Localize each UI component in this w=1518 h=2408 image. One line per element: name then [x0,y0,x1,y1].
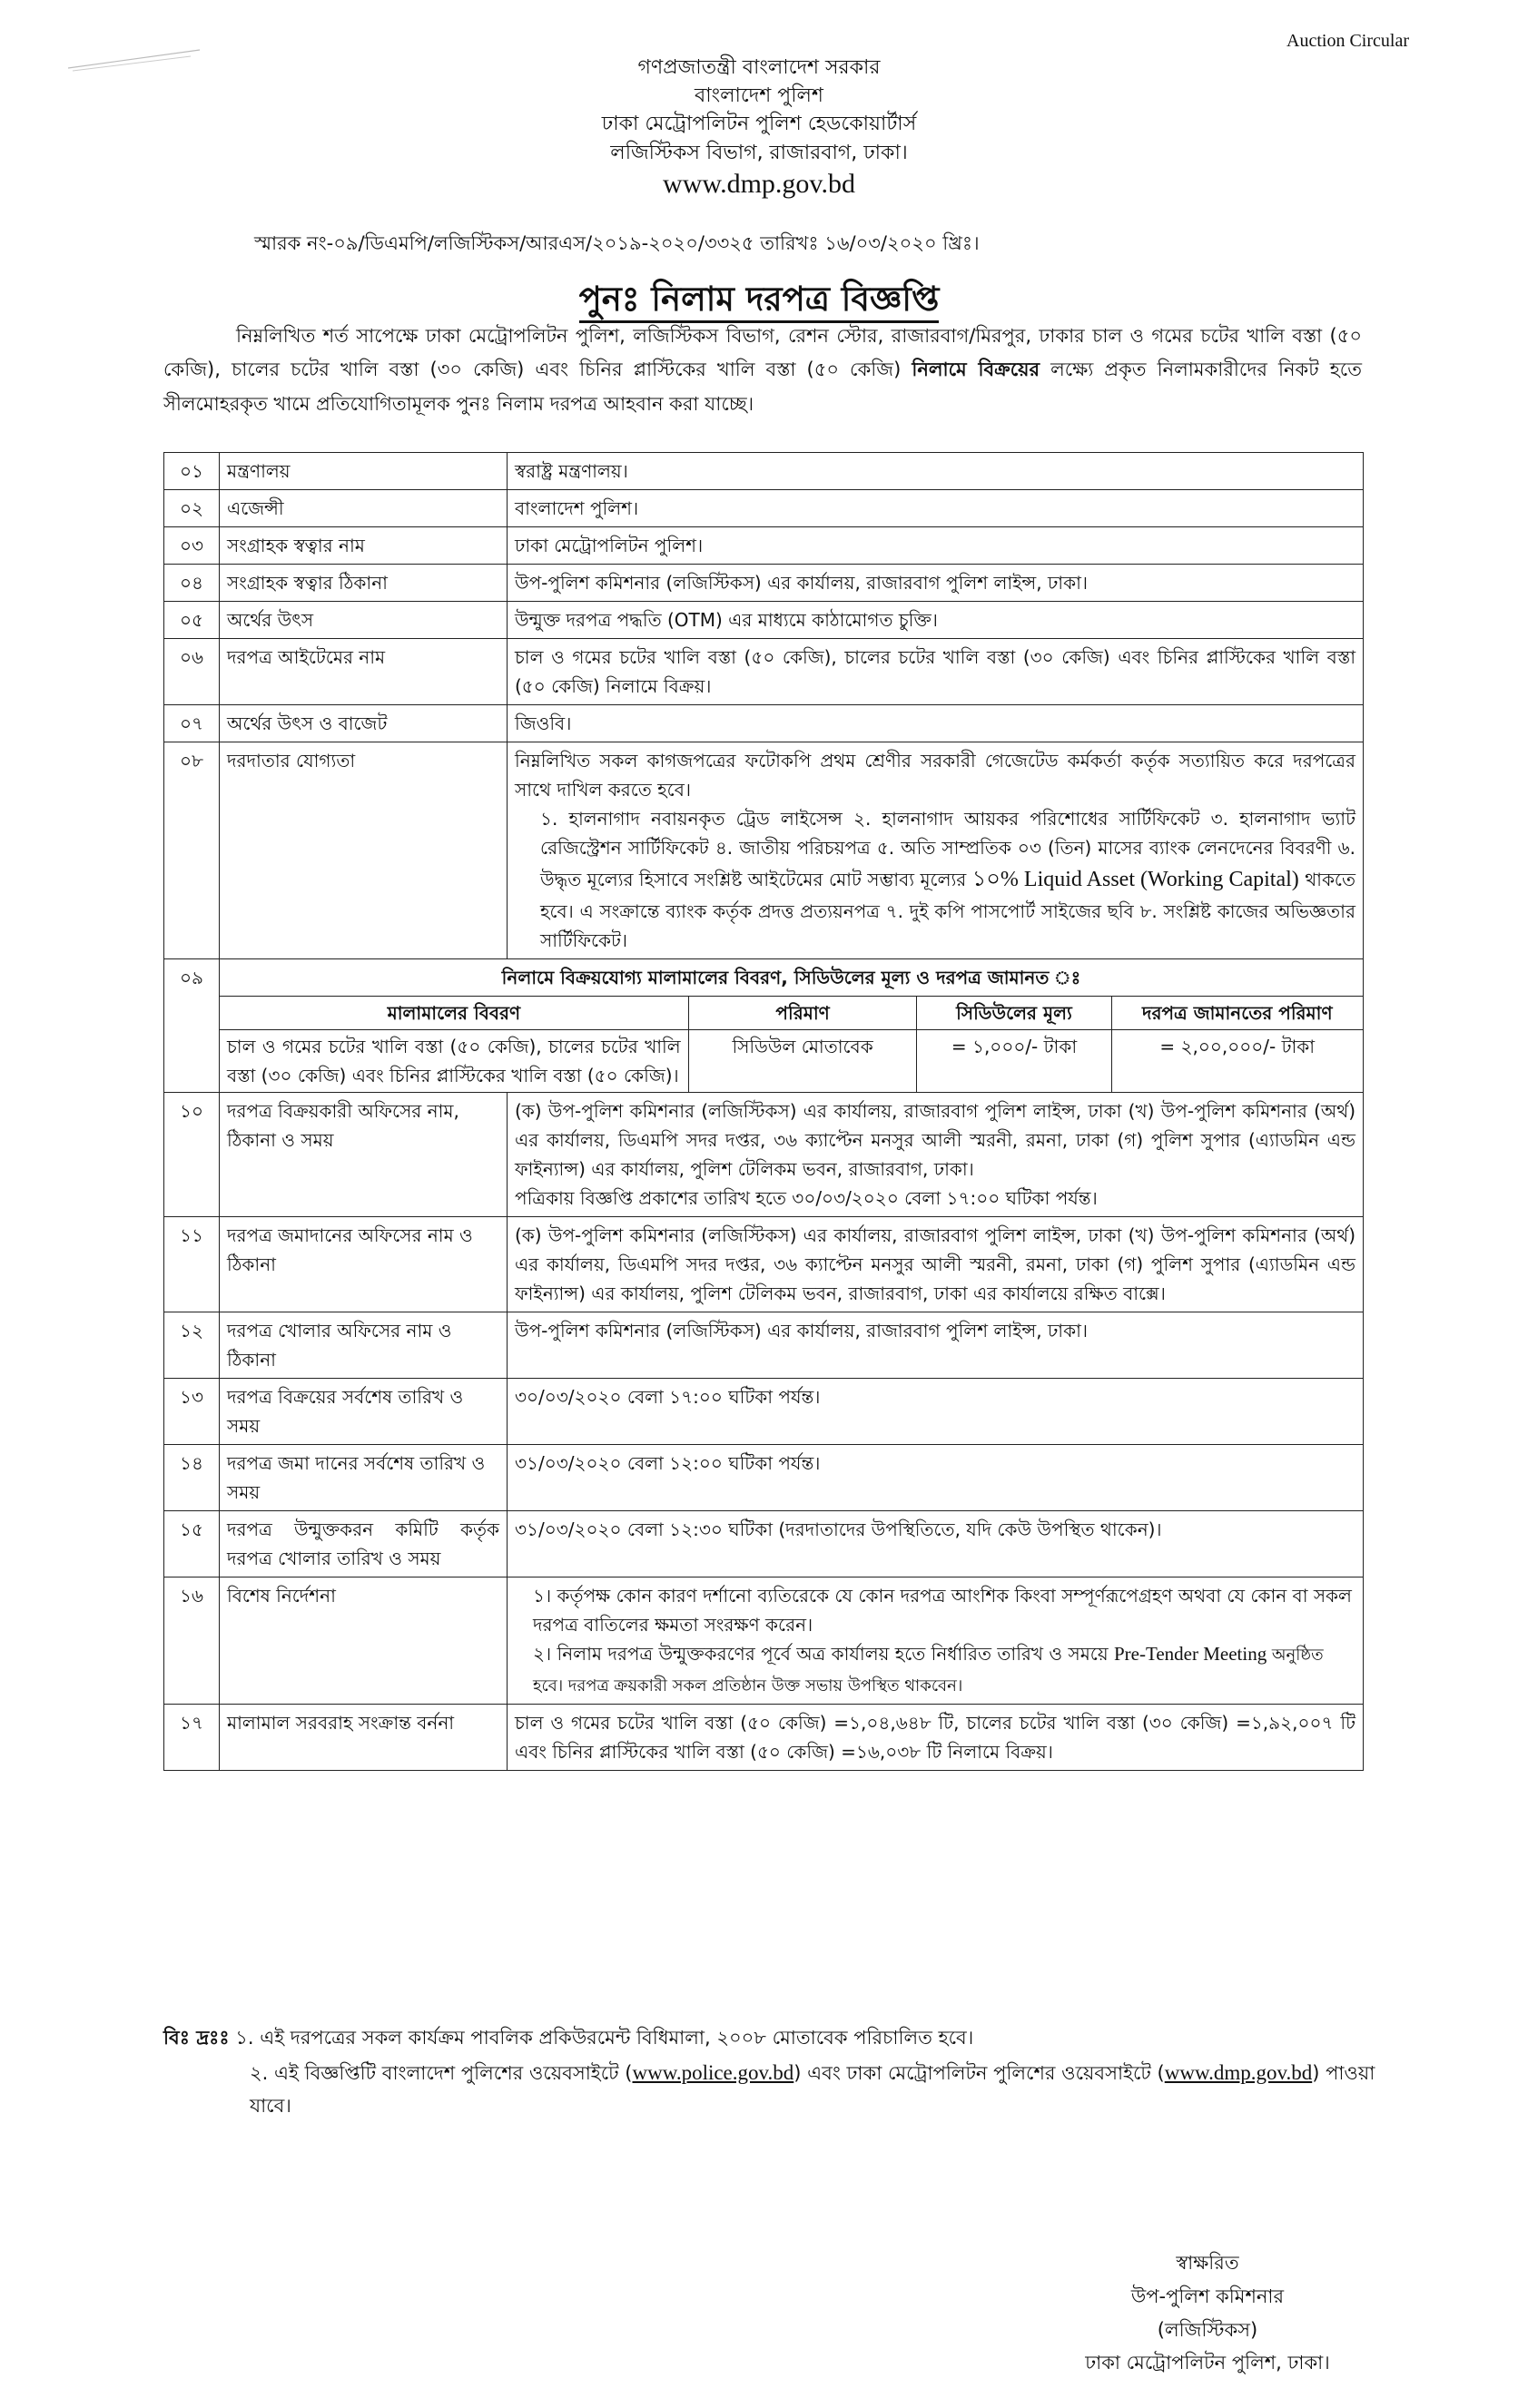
note-1: বিঃ দ্রঃ ১. এই দরপত্রের সকল কার্যক্রম পাবলিক প্রকিউরমেন্ট বিধিমালা, ২০০৮ মোতাবেক পরিচালিত হবে। [163,2027,974,2049]
signature-department: (লজিস্টিকস) [1157,2318,1258,2341]
notice-title: পুনঃ নিলাম দরপত্র বিজ্ঞপ্তি [0,272,1518,329]
table-row: ০২ এজেন্সী বাংলাদেশ পুলিশ। [164,490,1364,527]
table-row: ০৩ সংগ্রাহক স্বত্বার নাম ঢাকা মেট্রোপলিটন পুলিশ। [164,527,1364,565]
table-row-eligibility: ০৮ দরদাতার যোগ্যতা নিম্নলিখিত সকল কাগজপত্রের ফটোকপি প্রথম শ্রেণীর সরকারী গেজেটেড কর্মকর্তা কর্তৃক সত্যায়িত করে দরপত্রের সাথে দাখিল করতে হবে। ১. হালনাগাদ নবায়নকৃত ট্রেড লাইসেন্স ২. হালনাগাদ আয়কর পরিশোধের সার্টিফিকেট ৩. হালনাগাদ ভ্যাট রেজিস্ট্রেশন সার্টিফিকেট ৪. জাতীয় পরিচয়পত্র ৫. অতি সাম্প্রতিক ০৩ (তিন) মাসের ব্যাংক লেনদেনের বিবরণী ৬. উদ্ধৃত মূল্যের হিসাবে সংশ্লিষ্ট আইটেমের মোট সম্ভাব্য মূল্যের ১০% Liquid Asset (Working Capital) থাকতে হবে। এ সংক্রান্তে ব্যাংক কর্তৃক প্রদত্ত প্রত্যয়নপত্র ৭. দুই কপি পাসপোর্ট সাইজের ছবি ৮. সংশ্লিষ্ট কাজের অভিজ্ঞতার সার্টিফিকেট। [164,742,1364,959]
note-2: ২. এই বিজ্ঞপ্তিটি বাংলাদেশ পুলিশের ওয়েবসাইটে (www.police.gov.bd) এবং ঢাকা মেট্রোপলিটন পুলিশের ওয়েবসাইটে (www.dmp.gov.bd) পাওয়া যাবে। [250,2060,1375,2117]
memo-number: স্মারক নং-০৯/ডিএমপি/লজিস্টিকস/আরএস/২০১৯-২০২০/৩৩২৫ তারিখঃ ১৬/০৩/২০২০ খ্রিঃ। [254,232,980,254]
header-logistics: লজিস্টিকস বিভাগ, রাজারবাগ, ঢাকা। [610,142,908,164]
table-row-special-instructions: ১৬ বিশেষ নির্দেশনা ১। কর্তৃপক্ষ কোন কারণ দর্শানো ব্যতিরেকে যে কোন দরপত্র আংশিক কিংবা সম্পূর্ণরূপেগ্রহণ অথবা যে কোন বা সকল দরপত্র বাতিলের ক্ষমতা সংরক্ষণ করেন। ২। নিলাম দরপত্র উন্মুক্তকরণের পূর্বে অত্র কার্যালয় হতে নির্ধারিত তারিখ ও সময়ে Pre-Tender Meeting অনুষ্ঠিত হবে। দরপত্র ক্রয়কারী সকল প্রতিষ্ঠান উক্ত সভায় উপস্থিত থাকবেন। [164,1577,1364,1704]
table-row: ১৫ দরপত্র উন্মুক্তকরন কমিটি কর্তৃক দরপত্র খোলার তারিখ ও সময় ৩১/০৩/২০২০ বেলা ১২:৩০ ঘটিকা (দরদাতাদের উপস্থিতিতে, যদি কেউ উপস্থিত থাকেন)। [164,1511,1364,1577]
instruction-2: ২। নিলাম দরপত্র উন্মুক্তকরণের পূর্বে অত্র কার্যালয় হতে নির্ধারিত তারিখ ও সময়ে Pre-Tender Meeting অনুষ্ঠিত হবে। দরপত্র ক্রয়কারী সকল প্রতিষ্ঠান উক্ত সভায় উপস্থিত থাকবেন। [533,1643,1324,1695]
schedule-heading: নিলামে বিক্রয়যোগ্য মালামালের বিবরণ, সিডিউলের মূল্য ও দরপত্র জামানত ঃ [220,959,1363,997]
sale-period: পত্রিকায় বিজ্ঞপ্তি প্রকাশের তারিখ হতে ৩০/০৩/২০২০ বেলা ১৭:০০ ঘটিকা পর্যন্ত। [515,1187,1098,1210]
table-row-submission-office: ১১ দরপত্র জমাদানের অফিসের নাম ও ঠিকানা (ক) উপ-পুলিশ কমিশনার (লজিস্টিকস) এর কার্যালয়, রাজারবাগ পুলিশ লাইন্স, ঢাকা (খ) উপ-পুলিশ কমিশনার (অর্থ) এর কার্যালয়, ডিএমপি সদর দপ্তর, ৩৬ ক্যাপ্টেন মনসুর আলী স্মরনী, রমনা, ঢাকা (গ) পুলিশ সুপার (এ্যাডমিন এন্ড ফাইন্যান্স) এর কার্যালয়, পুলিশ টেলিকম ভবন, রাজারবাগ, ঢাকা এর কার্যালয়ে রক্ষিত বাক্সে। [164,1217,1364,1312]
signature-designation: উপ-পুলিশ কমিশনার [1130,2285,1285,2307]
table-row: ১২ দরপত্র খোলার অফিসের নাম ও ঠিকানা উপ-পুলিশ কমিশনার (লজিস্টিকস) এর কার্যালয়, রাজারবাগ পুলিশ লাইন্স, ঢাকা। [164,1312,1364,1379]
corner-label: Auction Circular [1286,31,1409,51]
header-government: গণপ্রজাতন্ত্রী বাংলাদেশ সরকার [637,56,881,79]
signature-signed: স্বাক্ষরিত [1176,2252,1239,2274]
header-dmp-hq: ঢাকা মেট্রোপলিটন পুলিশ হেডকোয়ার্টার্স [601,113,917,135]
header-police: বাংলাদেশ পুলিশ [695,84,823,107]
table-row: ১৪ দরপত্র জমা দানের সর্বশেষ তারিখ ও সময় ৩১/০৩/২০২০ বেলা ১২:০০ ঘটিকা পর্যন্ত। [164,1445,1364,1511]
table-row: ০৬ দরপত্র আইটেমের নাম চাল ও গমের চটের খালি বস্তা (৫০ কেজি), চালের চটের খালি বস্তা (৩০ কেজি) এবং চিনির প্লাস্টিকের খালি বস্তা (৫০ কেজি) নিলামে বিক্রয়। [164,639,1364,705]
tender-details-table [163,452,1364,1771]
intro-paragraph: নিম্নলিখিত শর্ত সাপেক্ষে ঢাকা মেট্রোপলিটন পুলিশ, লজিস্টিকস বিভাগ, রেশন স্টোর, রাজারবাগ/মিরপুর, ঢাকার চাল ও গমের চটের খালি বস্তা (৫০ কেজি), চালের চটের খালি বস্তা (৩০ কেজি) এবং চিনির প্লাস্টিকের খালি বস্তা (৫০ কেজি) নিলামে বিক্রয়ের লক্ষ্যে প্রকৃত নিলামকারীদের নিকট হতে সীলমোহরকৃত খামে প্রতিযোগিতামূলক পুনঃ নিলাম দরপত্র আহবান করা যাচ্ছে। [163,325,1362,415]
sale-office-list: (ক) উপ-পুলিশ কমিশনার (লজিস্টিকস) এর কার্যালয়, রাজারবাগ পুলিশ লাইন্স, ঢাকা (খ) উপ-পুলিশ কমিশনার (অর্থ) এর কার্যালয়, ডিএমপি সদর দপ্তর, ৩৬ ক্যাপ্টেন মনসুর আলী স্মরনী, রমনা, ঢাকা (গ) পুলিশ সুপার (এ্যাডমিন এন্ড ফাইন্যান্স) এর কার্যালয়, পুলিশ টেলিকম ভবন, রাজারবাগ, ঢাকা। [515,1100,1355,1181]
table-row: ০১ মন্ত্রণালয় স্বরাষ্ট্র মন্ত্রণালয়। [164,453,1364,490]
table-row: ১৩ দরপত্র বিক্রয়ের সর্বশেষ তারিখ ও সময় ৩০/০৩/২০২০ বেলা ১৭:০০ ঘটিকা পর্যন্ত। [164,1379,1364,1445]
table-row-supply-description: ১৭ মালামাল সরবরাহ সংক্রান্ত বর্ননা চাল ও গমের চটের খালি বস্তা (৫০ কেজি) =১,০৪,৬৪৮ টি, চালের চটের খালি বস্তা (৩০ কেজি) =১,৯২,০০৭ টি এবং চিনির প্লাস্টিকের খালি বস্তা (৫০ কেজি) =১৬,০৩৮ টি নিলামে বিক্রয়। [164,1704,1364,1770]
eligibility-list: ১. হালনাগাদ নবায়নকৃত ট্রেড লাইসেন্স ২. হালনাগাদ আয়কর পরিশোধের সার্টিফিকেট ৩. হালনাগাদ ভ্যাট রেজিস্ট্রেশন সার্টিফিকেট ৪. জাতীয় পরিচয়পত্র ৫. অতি সাম্প্রতিক ০৩ (তিন) মাসের ব্যাংক লেনদেনের বিবরণী ৬. উদ্ধৃত মূল্যের হিসাবে সংশ্লিষ্ট আইটেমের মোট সম্ভাব্য মূল্যের ১০% Liquid Asset (Working Capital) থাকতে হবে। এ সংক্রান্তে ব্যাংক কর্তৃক প্রদত্ত প্রত্যয়নপত্র ৭. দুই কপি পাসপোর্ট সাইজের ছবি ৮. সংশ্লিষ্ট কাজের অভিজ্ঞতার সার্টিফিকেট। [540,808,1355,952]
table-row-sale-office: ১০ দরপত্র বিক্রয়কারী অফিসের নাম, ঠিকানা ও সময় (ক) উপ-পুলিশ কমিশনার (লজিস্টিকস) এর কার্যালয়, রাজারবাগ পুলিশ লাইন্স, ঢাকা (খ) উপ-পুলিশ কমিশনার (অর্থ) এর কার্যালয়, ডিএমপি সদর দপ্তর, ৩৬ ক্যাপ্টেন মনসুর আলী স্মরনী, রমনা, ঢাকা (গ) পুলিশ সুপার (এ্যাডমিন এন্ড ফাইন্যান্স) এর কার্যালয়, পুলিশ টেলিকম ভবন, রাজারবাগ, ঢাকা। পত্রিকায় বিজ্ঞপ্তি প্রকাশের তারিখ হতে ৩০/০৩/২০২০ বেলা ১৭:০০ ঘটিকা পর্যন্ত। [164,1093,1364,1217]
dmp-website-link[interactable]: www.dmp.gov.bd [1164,2060,1313,2084]
notes-section [163,2022,1380,2122]
header-website: www.dmp.gov.bd [663,169,855,199]
table-row: ০৫ অর্থের উৎস উন্মুক্ত দরপত্র পদ্ধতি (OTM) এর মাধ্যমে কাঠামোগত চুক্তি। [164,602,1364,639]
schedule-item-row: চাল ও গমের চটের খালি বস্তা (৫০ কেজি), চালের চটের খালি বস্তা (৩০ কেজি) এবং চিনির প্লাস্টিকের খালি বস্তা (৫০ কেজি)। সিডিউল মোতাবেক = ১,০০০/- টাকা = ২,০০,০০০/- টাকা [220,1030,1363,1093]
instruction-1: ১। কর্তৃপক্ষ কোন কারণ দর্শানো ব্যতিরেকে যে কোন দরপত্র আংশিক কিংবা সম্পূর্ণরূপেগ্রহণ অথবা যে কোন বা সকল দরপত্র বাতিলের ক্ষমতা সংরক্ষণ করেন। [533,1585,1352,1636]
table-row: ০৭ অর্থের উৎস ও বাজেট জিওবি। [164,705,1364,742]
police-website-link[interactable]: www.police.gov.bd [632,2060,794,2084]
eligibility-intro: নিম্নলিখিত সকল কাগজপত্রের ফটোকপি প্রথম শ্রেণীর সরকারী গেজেটেড কর্মকর্তা কর্তৃক সত্যায়িত করে দরপত্রের সাথে দাখিল করতে হবে। [515,750,1355,801]
signature-organization: ঢাকা মেট্রোপলিটন পুলিশ, ঢাকা। [1085,2352,1330,2374]
schedule-header-row: মালামালের বিবরণ পরিমাণ সিডিউলের মূল্য দরপত্র জামানতের পরিমাণ [220,997,1363,1030]
table-row: ০৪ সংগ্রাহক স্বত্বার ঠিকানা উপ-পুলিশ কমিশনার (লজিস্টিকস) এর কার্যালয়, রাজারবাগ পুলিশ লাইন্স, ঢাকা। [164,565,1364,602]
signature-block [1053,2246,1362,2380]
table-row-schedule: ০৯ নিলামে বিক্রয়যোগ্য মালামালের বিবরণ, সিডিউলের মূল্য ও দরপত্র জামানত ঃ মালামালের বিবরণ পরিমাণ সিডিউলের মূল্য দরপত্র জামানতের পরিমাণ চাল ও গমের চটের খালি বস্তা (৫০ কেজি), চালের চটের খালি বস্তা (৩০ কেজি) এবং চিনির প্লাস্টিকের খালি বস্তা (৫০ কেজি)। সিডিউল মোতাবেক = ১,০০০/- টাকা = ২,০০,০০০/- টাকা [164,959,1364,1093]
schedule-table [220,997,1363,1092]
